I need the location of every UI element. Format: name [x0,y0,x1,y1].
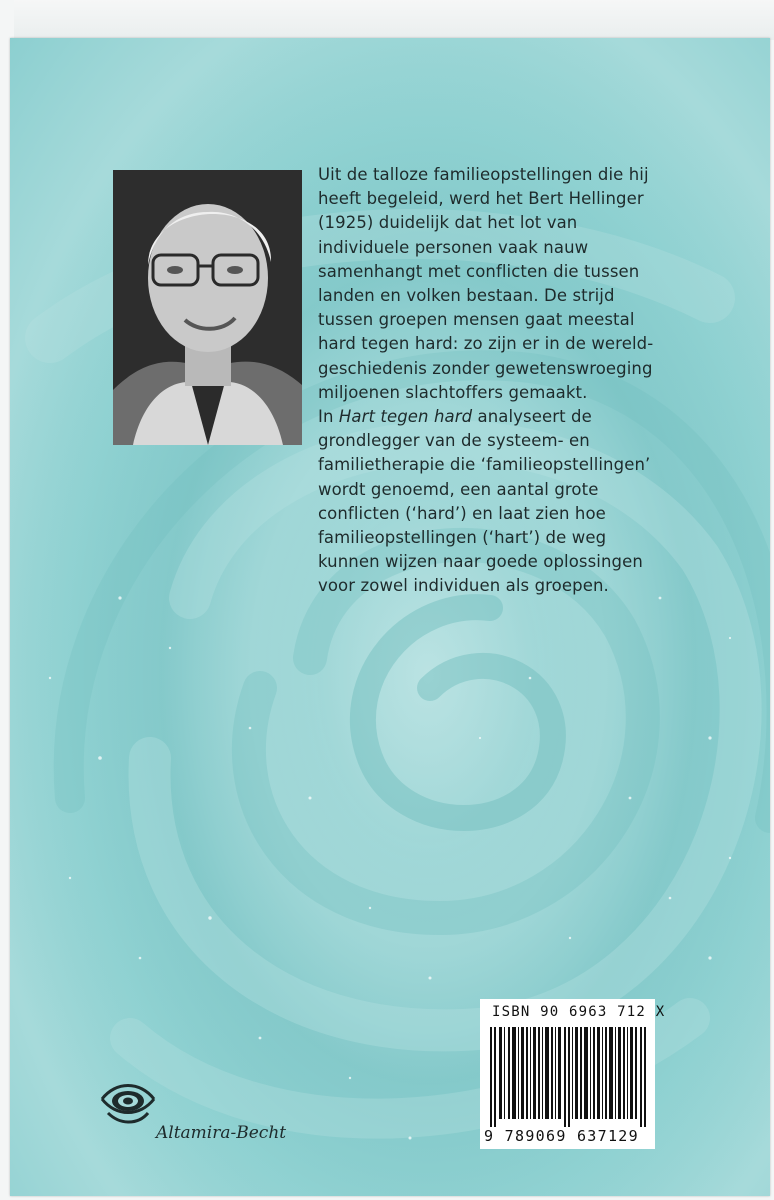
portrait-illustration [113,170,302,445]
barcode-bars [490,1027,648,1127]
eye-logo-icon [98,1073,158,1129]
blurb-paragraph-2 [318,405,738,599]
isbn-barcode [480,999,666,1149]
book-title-italic: Hart tegen hard [338,407,473,427]
isbn-label: ISBN 90 6963 712 X [492,1004,666,1020]
publisher-name: Altamira-Becht [156,1123,287,1143]
blurb-paragraph-2-rest: analyseert de grondlegger van de systeem- en familietherapie die ‘familieopstellingen’ wordt genoemd, een aantal grote conflicten (‘hard’) en laat zien hoe familieopstellingen (‘hart’) de weg kunnen wijzen naar goede oplossingen voor zowel individuen als groepen. [318,407,651,596]
publisher-logo [98,1073,318,1153]
blurb-paragraph-2-prefix: In [318,407,339,427]
author-portrait-photo [113,170,302,445]
page-top-edge [14,0,774,40]
book-back-cover [10,38,770,1196]
blurb-paragraph-1: Uit de talloze familieopstellingen die hij heeft begeleid, werd het Bert Hellinger (1925) duidelijk dat het lot van individuele personen vaak nauw samenhangt met conflicten die tussen landen en volken bestaan. De strijd tussen groepen mensen gaat meestal hard tegen hard: zo zijn er in de wereld- geschiedenis zonder gewetenswroeging miljoenen slachtoffers gemaakt. [318,165,654,402]
back-cover-blurb [318,163,738,599]
ean-number: 9 789069 637129 [484,1127,639,1145]
